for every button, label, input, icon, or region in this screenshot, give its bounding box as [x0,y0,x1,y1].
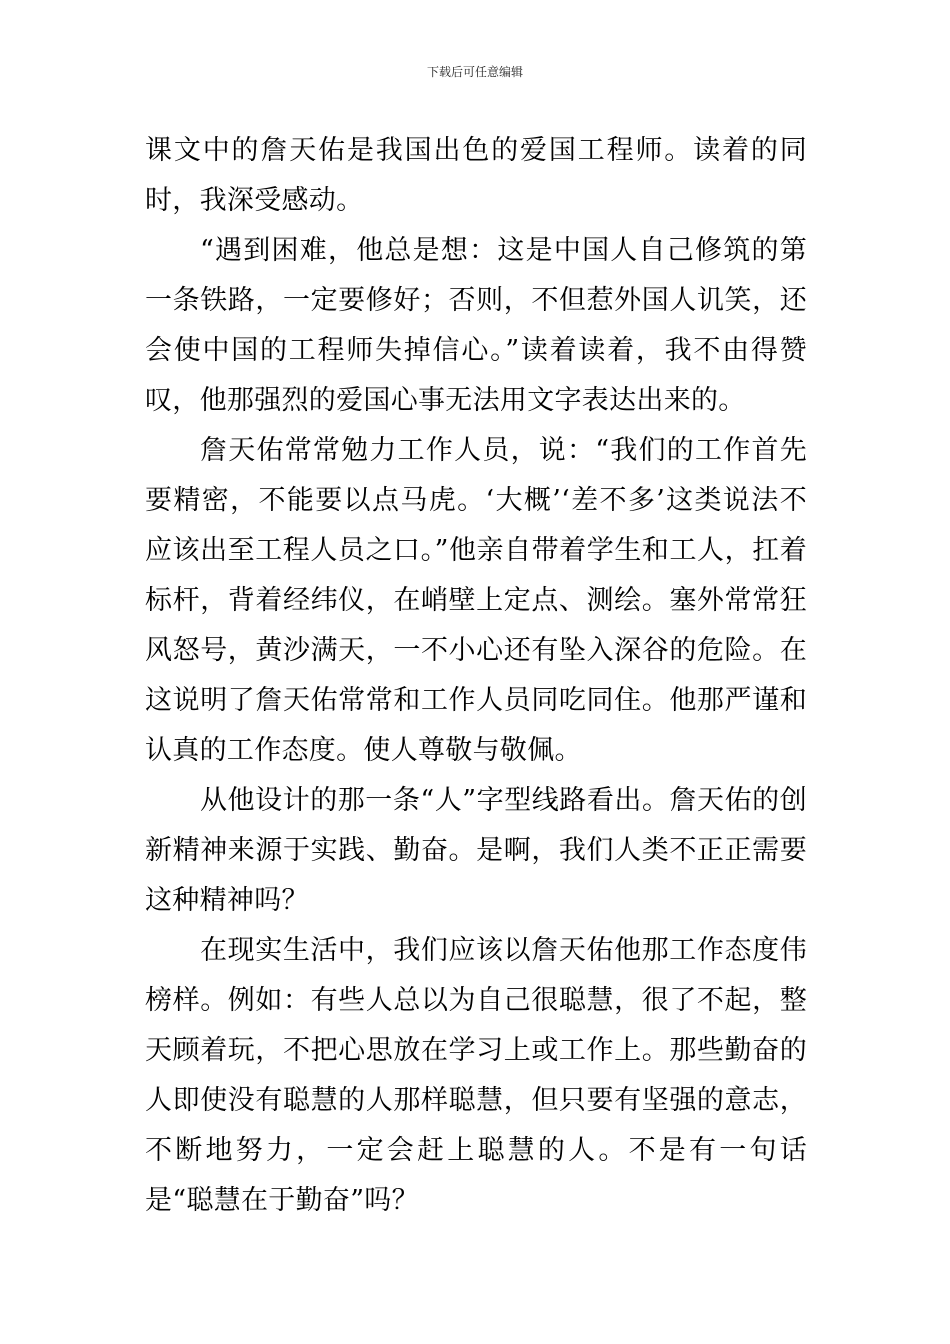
paragraph-1: 课文中的詹天佑是我国出色的爱国工程师。读着的同时，我深受感动。 [145,135,807,216]
paragraph-4: 从他设计的那一条“人”字型线路看出。詹天佑的创新精神来源于实践、勤奋。是啊，我们人类不正正需要这种精神吗？ [145,785,807,916]
document-body [145,126,807,1226]
paragraph-5: 在现实生活中，我们应该以詹天佑他那工作态度伟榜样。例如：有些人总以为自己很聪慧，很了不起，整天顾着玩，不把心思放在学习上或工作上。那些勤奋的人即使没有聪慧的人那样聪慧，但只要有坚强的意志，不断地努力，一定会赶上聪慧的人。不是有一句话是“聪慧在于勤奋”吗？ [145,935,807,1216]
paragraph-2: “遇到困难，他总是想：这是中国人自己修筑的第一条铁路，一定要修好；否则，不但惹外国人讥笑，还会使中国的工程师失掉信心。”读着读着，我不由得赞叹，他那强烈的爱国心事无法用文字表达出来的。 [145,235,807,416]
paragraph-3: 詹天佑常常勉力工作人员，说：“我们的工作首先要精密，不能要以点马虎。‘大概’‘差不多’这类说法不应该出至工程人员之口。”他亲自带着学生和工人，扛着标杆，背着经纬仪，在峭壁上定点、测绘。塞外常常狂风怒号，黄沙满天，一不小心还有坠入深谷的危险。在这说明了詹天佑常常和工作人员同吃同住。他那严谨和认真的工作态度。使人尊敬与敬佩。 [145,435,807,766]
page-header: 下载后可任意编辑 [426,65,523,79]
